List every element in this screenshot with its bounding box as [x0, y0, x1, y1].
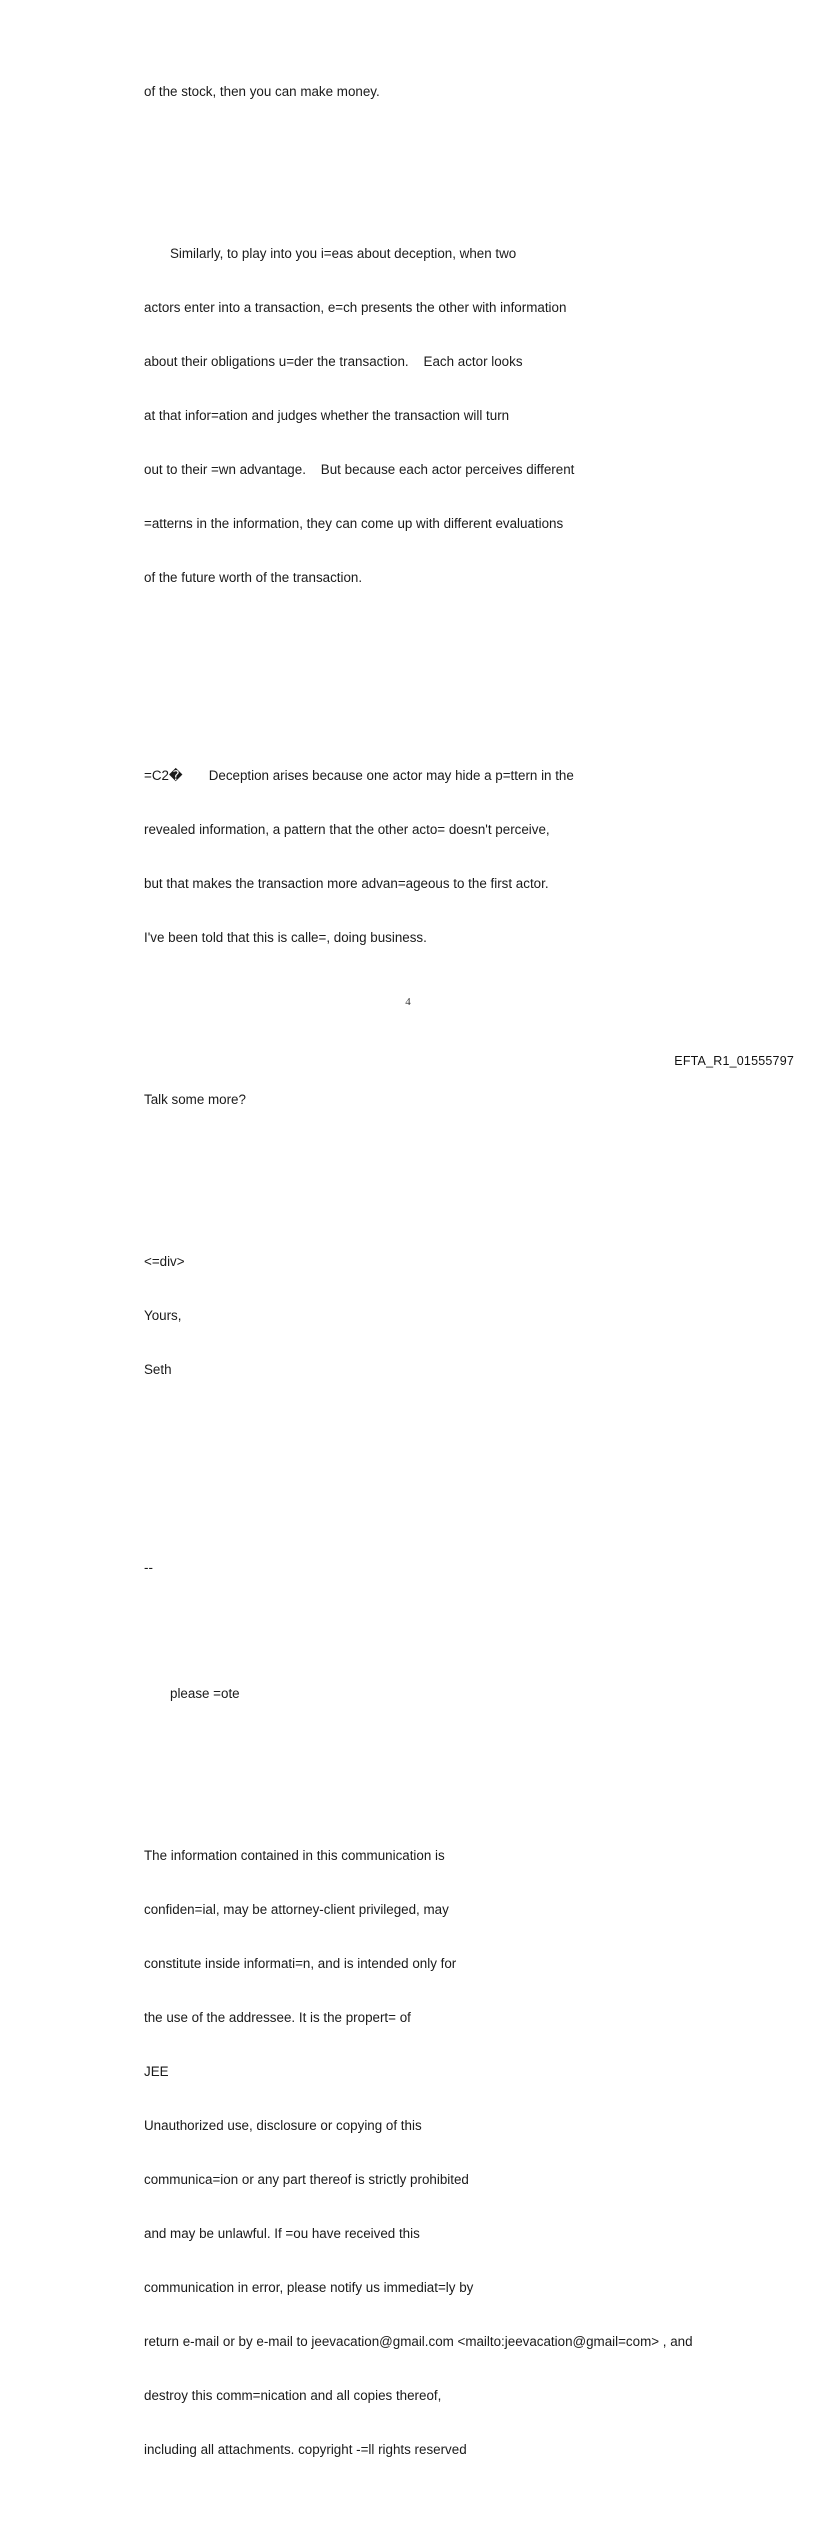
body-line: JEE	[144, 2064, 169, 2079]
paragraph-deception-arises	[144, 731, 744, 983]
body-line: <=div>	[144, 1254, 185, 1269]
body-line: Talk some more?	[144, 1092, 246, 1107]
body-line: constitute inside informati=n, and is intended only for	[144, 1956, 457, 1971]
body-line: actors enter into a transaction, e=ch presents the other with information	[144, 300, 567, 315]
confidentiality-disclaimer	[144, 1811, 744, 2495]
body-line: including all attachments. copyright -=ll rights reserved	[144, 2442, 467, 2457]
body-line: the use of the addressee. It is the propert= of	[144, 2010, 411, 2025]
body-line: about their obligations u=der the transaction. Each actor looks	[144, 354, 523, 369]
signature-block	[144, 1217, 744, 1415]
body-line: at that infor=ation and judges whether the transaction will turn	[144, 408, 510, 423]
body-line: but that makes the transaction more advan=ageous to the first actor.	[144, 876, 549, 891]
body-line: =C2� Deception arises because one actor may hide a p=ttern in the	[144, 768, 574, 783]
body-line: and may be unlawful. If =ou have received this	[144, 2226, 420, 2241]
body-line: out to their =wn advantage. But because each actor perceives different	[144, 462, 575, 477]
body-line: Unauthorized use, disclosure or copying of this	[144, 2118, 422, 2133]
document-id-stamp: EFTA_R1_01555797	[674, 1054, 794, 1068]
body-line: of the future worth of the transaction.	[144, 570, 363, 585]
email-body	[144, 47, 744, 2531]
body-line: revealed information, a pattern that the other acto= doesn't perceive,	[144, 822, 550, 837]
sender-name: Seth	[144, 1362, 172, 1377]
body-line: of the stock, then you can make money.	[144, 84, 380, 99]
body-line: The information contained in this communication is	[144, 1848, 445, 1863]
notice-heading: please =ote	[170, 1686, 240, 1701]
body-line: confiden=ial, may be attorney-client privileged, may	[144, 1902, 449, 1917]
body-line: communica=ion or any part thereof is strictly prohibited	[144, 2172, 469, 2187]
body-line: I've been told that this is calle=, doing business.	[144, 930, 427, 945]
body-line-email: return e-mail or by e-mail to jeevacation@gmail.com <mailto:jeevacation@gmail=com> , and	[144, 2334, 693, 2349]
body-line: destroy this comm=nication and all copies thereof,	[144, 2388, 442, 2403]
separator-dashes: --	[144, 1560, 153, 1575]
paragraph-deception-intro	[144, 209, 744, 623]
body-line: communication in error, please notify us immediat=ly by	[144, 2280, 474, 2295]
body-line: Similarly, to play into you i=eas about deception, when two	[170, 246, 517, 261]
body-line: =atterns in the information, they can come up with different evaluations	[144, 516, 564, 531]
signoff: Yours,	[144, 1308, 182, 1323]
page-number: 4	[405, 996, 411, 1008]
